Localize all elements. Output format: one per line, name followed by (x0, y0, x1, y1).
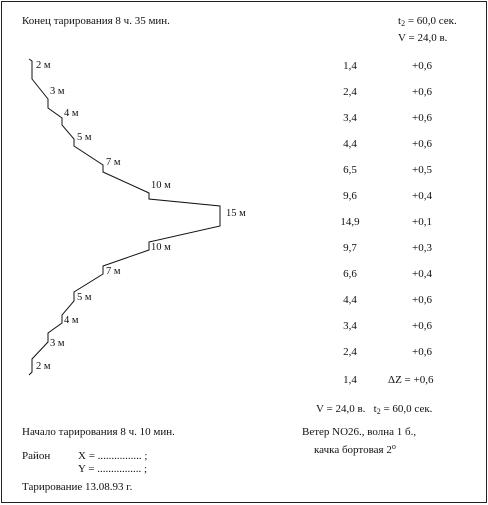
value-col1: 14,9 (340, 216, 360, 228)
date-text: Тарирование 13.08.93 г. (22, 481, 133, 493)
wind-line-1: Ветер NO26., волна 1 б., (302, 426, 417, 438)
depth-label: 10 м (151, 242, 171, 253)
value-col2: +0,6 (412, 138, 432, 150)
value-col1: 4,4 (343, 138, 357, 150)
x-coordinate-line: X = ................ ; (78, 450, 148, 462)
value-col2: +0,5 (412, 164, 432, 176)
value-col1: 3,4 (343, 320, 357, 332)
voltage-bottom: V = 24,0 в. $t_2 = 60,0$ сек. (316, 403, 433, 416)
value-col1: 2,4 (343, 86, 357, 98)
value-col2: +0,4 (412, 190, 432, 202)
value-col1: 6,5 (343, 164, 357, 176)
depth-label: 2 м (36, 60, 51, 71)
value-col1: 1,4 (343, 60, 357, 72)
wind-line-2: качка бортовая 2$^o$ (314, 442, 396, 456)
depth-label: 3 м (50, 86, 65, 97)
value-col1: 6,6 (343, 268, 357, 280)
value-col2: +0,3 (412, 242, 432, 254)
value-col2: +0,4 (412, 268, 432, 280)
value-col1: 4,4 (343, 294, 357, 306)
end-time-text: Конец тарирования 8 ч. 35 мин. (22, 15, 170, 27)
value-col2: +0,6 (412, 294, 432, 306)
depth-label: 5 м (77, 292, 92, 303)
region-label: Район (22, 450, 51, 462)
depth-label: 5 м (77, 132, 92, 143)
delta-z-value: ΔZ = +0,6 (388, 374, 434, 386)
value-col2: +0,6 (412, 320, 432, 332)
depth-label: 4 м (64, 315, 79, 326)
value-col1: 3,4 (343, 112, 357, 124)
value-col2: +0,6 (412, 86, 432, 98)
depth-label: 15 м (226, 208, 246, 219)
depth-label: 3 м (50, 338, 65, 349)
value-col2: +0,6 (412, 112, 432, 124)
value-col1: 2,4 (343, 346, 357, 358)
depth-label: 7 м (106, 266, 121, 277)
value-col2: +0,6 (412, 60, 432, 72)
value-col1: 1,4 (343, 374, 357, 386)
depth-label: 2 м (36, 361, 51, 372)
y-coordinate-line: Y = ................ ; (78, 463, 148, 475)
value-col2: +0,6 (412, 346, 432, 358)
value-col2: +0,1 (412, 216, 432, 228)
depth-label: 7 м (106, 157, 121, 168)
t2-top: $t_2 = 60,0$ сек. (398, 15, 457, 28)
start-time-text: Начало тарирования 8 ч. 10 мин. (22, 426, 175, 438)
voltage-top: V = 24,0 в. (398, 32, 448, 44)
depth-label: 10 м (151, 180, 171, 191)
value-col1: 9,6 (343, 190, 357, 202)
depth-label: 4 м (64, 108, 79, 119)
value-col1: 9,7 (343, 242, 357, 254)
tarirovka-sheet (1, 1, 487, 503)
